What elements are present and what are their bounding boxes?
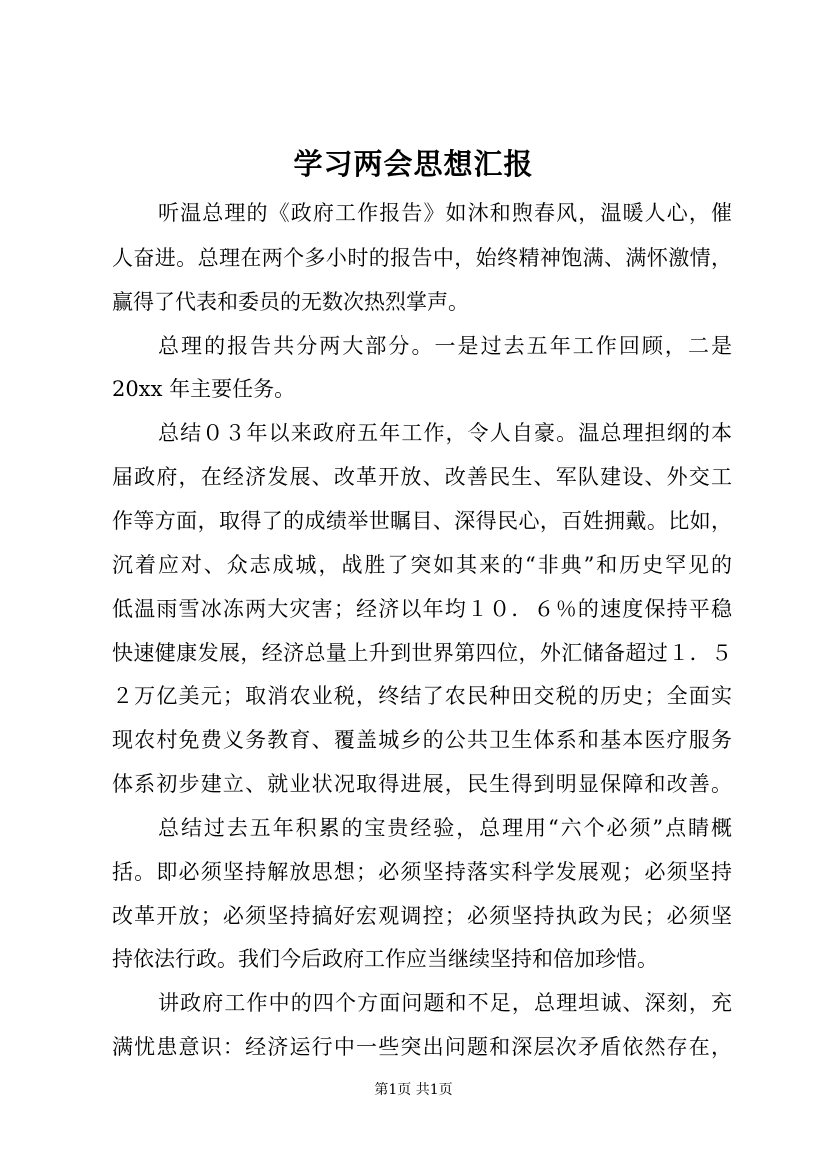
paragraph-line: 满忧患意识：经济运行中一些突出问题和深层次矛盾依然存在， (112, 1035, 732, 1059)
paragraph-line: 改革开放；必须坚持搞好宏观调控；必须坚持执政为民；必须坚 (112, 904, 732, 928)
paragraph-line: 作等方面，取得了的成绩举世瞩目、深得民心，百姓拥戴。比如， (112, 509, 732, 533)
paragraph-line: 低温雨雪冰冻两大灾害；经济以年均１０．６％的速度保持平稳 (112, 597, 732, 621)
paragraph-line: 赢得了代表和委员的无数次热烈掌声。 (112, 290, 469, 314)
paragraph-line: 体系初步建立、就业状况取得进展，民生得到明显保障和改善。 (112, 772, 732, 796)
document-title: 学习两会思想汇报 (293, 147, 534, 181)
paragraph-line: 总结０３年以来政府五年工作，令人自豪。温总理担纲的本 (158, 421, 732, 445)
paragraph-line: 快速健康发展，经济总量上升到世界第四位，外汇储备超过１．５ (112, 641, 732, 665)
paragraph-line: 括。即必须坚持解放思想；必须坚持落实科学发展观；必须坚持 (112, 860, 732, 884)
paragraph-line: 讲政府工作中的四个方面问题和不足，总理坦诚、深刻，充 (158, 991, 732, 1015)
paragraph-line: 人奋进。总理在两个多小时的报告中，始终精神饱满、满怀激情， (112, 246, 732, 270)
paragraph-line: 现农村免费义务教育、覆盖城乡的公共卫生体系和基本医疗服务 (112, 728, 732, 752)
paragraph-line: 持依法行政。我们今后政府工作应当继续坚持和倍加珍惜。 (112, 947, 658, 971)
paragraph-line: 总结过去五年积累的宝贵经验，总理用“六个必须”点睛概 (158, 816, 732, 840)
paragraph-line: 总理的报告共分两大部分。一是过去五年工作回顾，二是 (158, 334, 732, 358)
paragraph-line: 沉着应对、众志成城，战胜了突如其来的“非典”和历史罕见的 (112, 553, 732, 577)
paragraph-line: 届政府，在经济发展、改革开放、改善民生、军队建设、外交工 (112, 465, 732, 489)
paragraph-line: 听温总理的《政府工作报告》如沐和煦春风，温暖人心，催 (158, 201, 732, 225)
page-number-footer: 第1页 共1页 (374, 1082, 453, 1098)
paragraph-line: ２万亿美元；取消农业税，终结了农民种田交税的历史；全面实 (112, 684, 732, 708)
paragraph-line: 20xx 年主要任务。 (112, 377, 296, 401)
